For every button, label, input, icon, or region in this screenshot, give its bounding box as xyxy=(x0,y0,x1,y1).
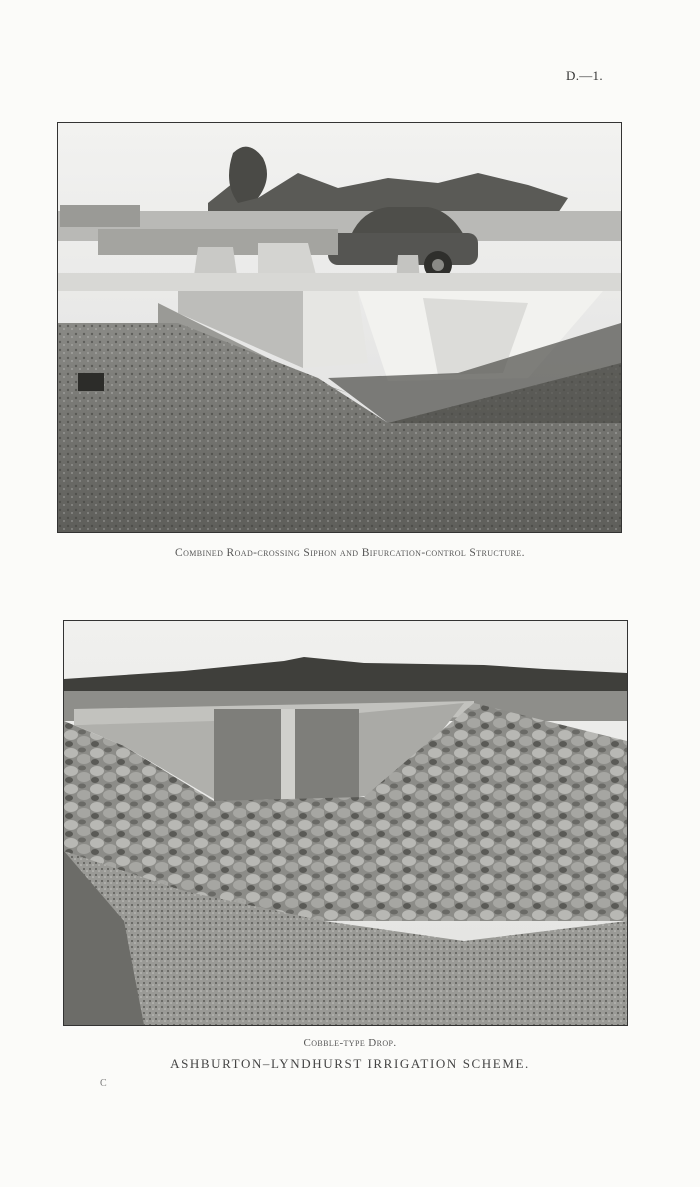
plate-1-caption: Combined Road-crossing Siphon and Bifurcation-control Structure. xyxy=(175,547,525,559)
signature-mark: C xyxy=(100,1078,107,1089)
photo-cobble-drop xyxy=(63,620,628,1026)
scheme-title: ASHBURTON–LYNDHURST IRRIGATION SCHEME. xyxy=(170,1056,530,1071)
photo-siphon-structure xyxy=(57,122,622,533)
plate-2-caption: Cobble-type Drop. xyxy=(303,1037,397,1049)
page-reference: D.—1. xyxy=(566,68,603,83)
